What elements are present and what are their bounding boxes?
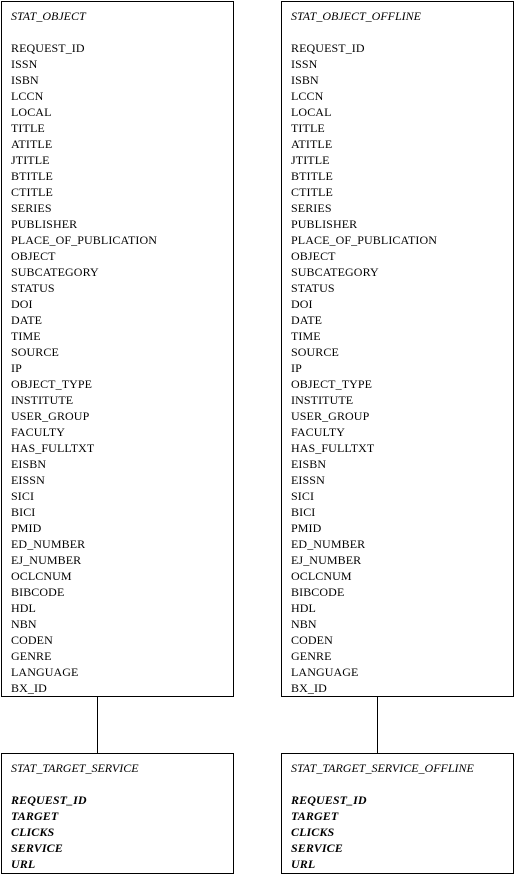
field-coden: CODEN xyxy=(291,633,333,647)
field-request-id: REQUEST_ID xyxy=(11,41,85,55)
field-bici: BICI xyxy=(11,505,36,519)
field-has-fulltxt: HAS_FULLTXT xyxy=(291,441,375,455)
entity-stat-object-offline[interactable] xyxy=(281,1,514,697)
field-btitle: BTITLE xyxy=(291,169,333,183)
field-ip: IP xyxy=(11,361,22,375)
field-title: TITLE xyxy=(11,121,45,135)
field-btitle: BTITLE xyxy=(11,169,53,183)
field-status: STATUS xyxy=(291,281,335,295)
field-object-type: OBJECT_TYPE xyxy=(291,377,373,391)
field-issn: ISSN xyxy=(291,57,318,71)
field-list xyxy=(11,40,157,696)
field-language: LANGUAGE xyxy=(291,665,359,679)
field-service: SERVICE xyxy=(291,841,343,855)
entity-title: STAT_TARGET_SERVICE xyxy=(11,761,139,775)
field-source: SOURCE xyxy=(11,345,59,359)
field-target: TARGET xyxy=(291,809,339,823)
field-coden: CODEN xyxy=(11,633,53,647)
entity-title: STAT_OBJECT xyxy=(11,9,86,23)
field-ctitle: CTITLE xyxy=(11,185,53,199)
field-user-group: USER_GROUP xyxy=(291,409,370,423)
field-issn: ISSN xyxy=(11,57,38,71)
field-jtitle: JTITLE xyxy=(11,153,50,167)
field-request-id: REQUEST_ID xyxy=(291,793,367,807)
field-ed-number: ED_NUMBER xyxy=(11,537,86,551)
field-time: TIME xyxy=(11,329,41,343)
field-time: TIME xyxy=(291,329,321,343)
field-doi: DOI xyxy=(11,297,33,311)
field-clicks: CLICKS xyxy=(291,825,335,839)
field-subcategory: SUBCATEGORY xyxy=(291,265,379,279)
field-lccn: LCCN xyxy=(291,89,324,103)
field-has-fulltxt: HAS_FULLTXT xyxy=(11,441,95,455)
field-object: OBJECT xyxy=(11,249,56,263)
field-ed-number: ED_NUMBER xyxy=(291,537,366,551)
entity-title: STAT_OBJECT_OFFLINE xyxy=(291,9,422,23)
field-language: LANGUAGE xyxy=(11,665,79,679)
entity-stat-object[interactable] xyxy=(1,1,234,697)
field-bibcode: BIBCODE xyxy=(291,585,345,599)
field-user-group: USER_GROUP xyxy=(11,409,90,423)
field-isbn: ISBN xyxy=(291,73,319,87)
field-eissn: EISSN xyxy=(11,473,45,487)
field-object: OBJECT xyxy=(291,249,336,263)
field-list xyxy=(291,792,367,872)
field-pmid: PMID xyxy=(11,521,42,535)
field-publisher: PUBLISHER xyxy=(291,217,358,231)
field-object-type: OBJECT_TYPE xyxy=(11,377,93,391)
field-request-id: REQUEST_ID xyxy=(291,41,365,55)
field-jtitle: JTITLE xyxy=(291,153,330,167)
field-sici: SICI xyxy=(11,489,35,503)
field-date: DATE xyxy=(11,313,43,327)
field-atitle: ATITLE xyxy=(291,137,333,151)
field-pmid: PMID xyxy=(291,521,322,535)
field-institute: INSTITUTE xyxy=(291,393,354,407)
field-nbn: NBN xyxy=(291,617,317,631)
field-ej-number: EJ_NUMBER xyxy=(11,553,82,567)
field-isbn: ISBN xyxy=(11,73,39,87)
field-institute: INSTITUTE xyxy=(11,393,74,407)
field-title: TITLE xyxy=(291,121,325,135)
field-series: SERIES xyxy=(291,201,332,215)
field-status: STATUS xyxy=(11,281,55,295)
field-eisbn: EISBN xyxy=(11,457,47,471)
field-hdl: HDL xyxy=(291,601,316,615)
field-target: TARGET xyxy=(11,809,59,823)
field-place-of-publication: PLACE_OF_PUBLICATION xyxy=(11,233,158,247)
field-publisher: PUBLISHER xyxy=(11,217,78,231)
field-ip: IP xyxy=(291,361,302,375)
entity-title: STAT_TARGET_SERVICE_OFFLINE xyxy=(291,761,474,775)
field-list xyxy=(11,792,87,872)
field-nbn: NBN xyxy=(11,617,37,631)
field-oclcnum: OCLCNUM xyxy=(11,569,72,583)
field-faculty: FACULTY xyxy=(291,425,346,439)
field-ej-number: EJ_NUMBER xyxy=(291,553,362,567)
entity-stat-target-service-offline[interactable] xyxy=(281,753,514,874)
field-source: SOURCE xyxy=(291,345,339,359)
field-local: LOCAL xyxy=(291,105,332,119)
field-bibcode: BIBCODE xyxy=(11,585,65,599)
field-date: DATE xyxy=(291,313,323,327)
field-list xyxy=(291,40,437,696)
field-bici: BICI xyxy=(291,505,316,519)
field-url: URL xyxy=(291,857,316,871)
field-genre: GENRE xyxy=(11,649,52,663)
field-sici: SICI xyxy=(291,489,315,503)
field-atitle: ATITLE xyxy=(11,137,53,151)
field-eissn: EISSN xyxy=(291,473,325,487)
entity-stat-target-service[interactable] xyxy=(1,753,234,874)
field-lccn: LCCN xyxy=(11,89,44,103)
field-bx-id: BX_ID xyxy=(11,681,47,695)
field-series: SERIES xyxy=(11,201,52,215)
field-oclcnum: OCLCNUM xyxy=(291,569,352,583)
field-hdl: HDL xyxy=(11,601,36,615)
field-bx-id: BX_ID xyxy=(291,681,327,695)
field-clicks: CLICKS xyxy=(11,825,55,839)
field-eisbn: EISBN xyxy=(291,457,327,471)
field-doi: DOI xyxy=(291,297,313,311)
field-faculty: FACULTY xyxy=(11,425,66,439)
field-local: LOCAL xyxy=(11,105,52,119)
field-service: SERVICE xyxy=(11,841,63,855)
field-ctitle: CTITLE xyxy=(291,185,333,199)
field-url: URL xyxy=(11,857,36,871)
field-subcategory: SUBCATEGORY xyxy=(11,265,99,279)
field-genre: GENRE xyxy=(291,649,332,663)
field-place-of-publication: PLACE_OF_PUBLICATION xyxy=(291,233,438,247)
field-request-id: REQUEST_ID xyxy=(11,793,87,807)
